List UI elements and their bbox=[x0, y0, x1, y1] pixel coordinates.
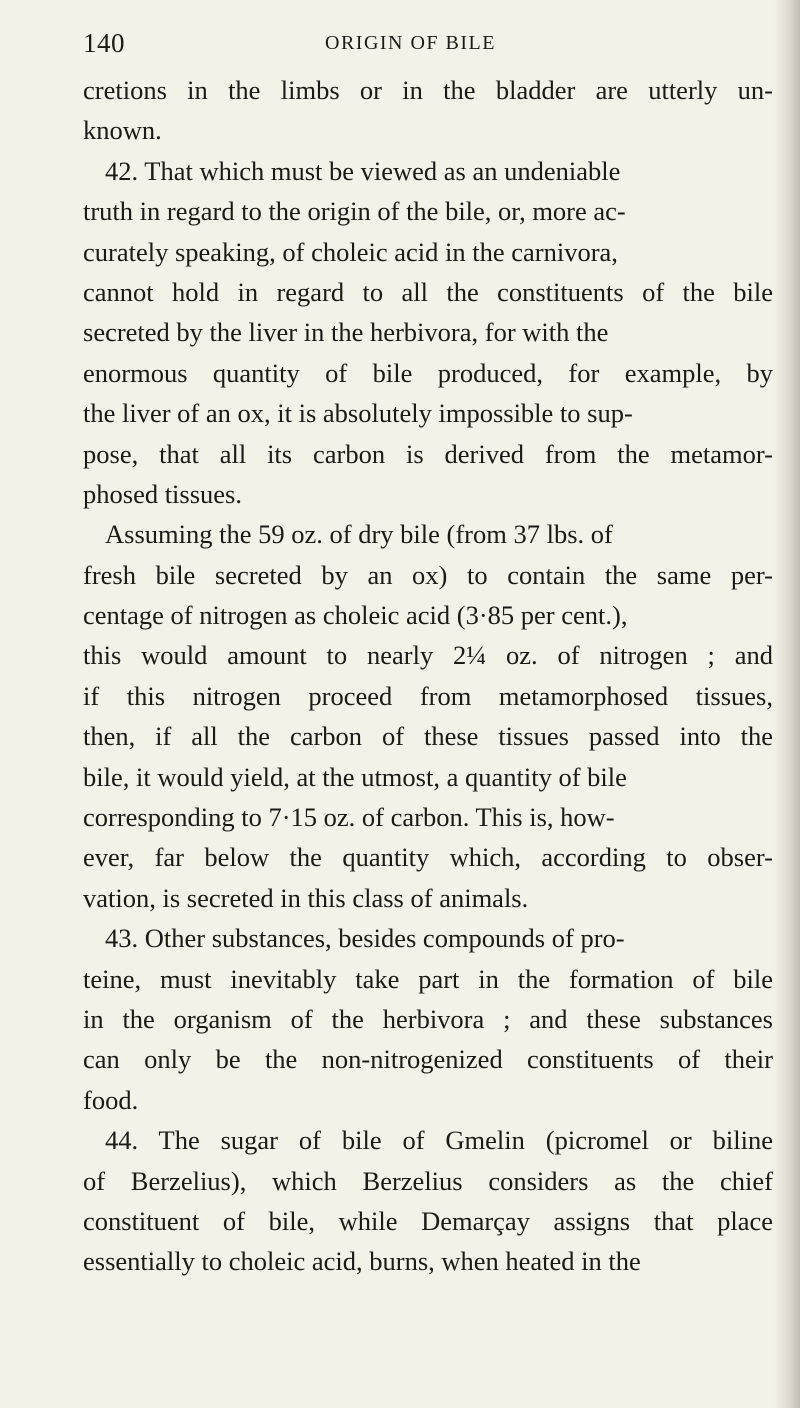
text-line: can only be the non-nitrogenized constituents of their bbox=[83, 1044, 773, 1075]
text-line: 43. Other substances, besides compounds of pro- bbox=[105, 923, 625, 954]
text-line: pose, that all its carbon is derived from the metamor- bbox=[83, 438, 773, 469]
text-line: Assuming the 59 oz. of dry bile (from 37 lbs. of bbox=[105, 519, 613, 550]
text-line: food. bbox=[83, 1084, 139, 1115]
text-line: enormous quantity of bile produced, for example, by bbox=[83, 357, 773, 388]
text-line: known. bbox=[83, 115, 162, 146]
body-text bbox=[83, 70, 773, 1282]
text-line: secreted by the liver in the herbivora, for with the bbox=[83, 317, 609, 348]
text-line: centage of nitrogen as choleic acid (3·85 per cent.), bbox=[83, 600, 628, 631]
text-line: the liver of an ox, it is absolutely impossible to sup- bbox=[83, 398, 633, 429]
text-line: corresponding to 7·15 oz. of carbon. This is, how- bbox=[83, 802, 615, 833]
text-line: 42. That which must be viewed as an undeniable bbox=[105, 155, 621, 186]
text-line: essentially to choleic acid, burns, when heated in the bbox=[83, 1246, 641, 1277]
text-line: then, if all the carbon of these tissues passed into the bbox=[83, 721, 773, 752]
text-line: cretions in the limbs or in the bladder are utterly un- bbox=[83, 75, 773, 105]
text-line: curately speaking, of choleic acid in the carnivora, bbox=[83, 236, 618, 267]
page-number: 140 bbox=[83, 28, 125, 58]
text-line: 44. The sugar of bile of Gmelin (picromel or biline bbox=[105, 1125, 773, 1156]
text-line: of Berzelius), which Berzelius considers as the chief bbox=[83, 1165, 773, 1196]
text-line: cannot hold in regard to all the constituents of the bile bbox=[83, 276, 773, 307]
text-line: fresh bile secreted by an ox) to contain the same per- bbox=[83, 559, 773, 590]
page-header bbox=[83, 22, 760, 62]
text-line: ever, far below the quantity which, according to obser- bbox=[83, 842, 773, 873]
page-edge-shadow bbox=[774, 0, 800, 1408]
text-line: bile, it would yield, at the utmost, a quantity of bile bbox=[83, 761, 627, 792]
text-line: vation, is secreted in this class of animals. bbox=[83, 882, 529, 913]
text-line: phosed tissues. bbox=[83, 478, 242, 509]
text-line: in the organism of the herbivora ; and these substances bbox=[83, 1003, 773, 1034]
text-line: truth in regard to the origin of the bile, or, more ac- bbox=[83, 196, 626, 227]
text-line: teine, must inevitably take part in the formation of bile bbox=[83, 963, 773, 994]
text-line: constituent of bile, while Demarçay assigns that place bbox=[83, 1205, 773, 1236]
text-line: this would amount to nearly 2¼ oz. of nitrogen ; and bbox=[83, 640, 773, 671]
text-line: if this nitrogen proceed from metamorphosed tissues, bbox=[83, 680, 773, 711]
running-title: ORIGIN OF BILE bbox=[325, 32, 496, 54]
